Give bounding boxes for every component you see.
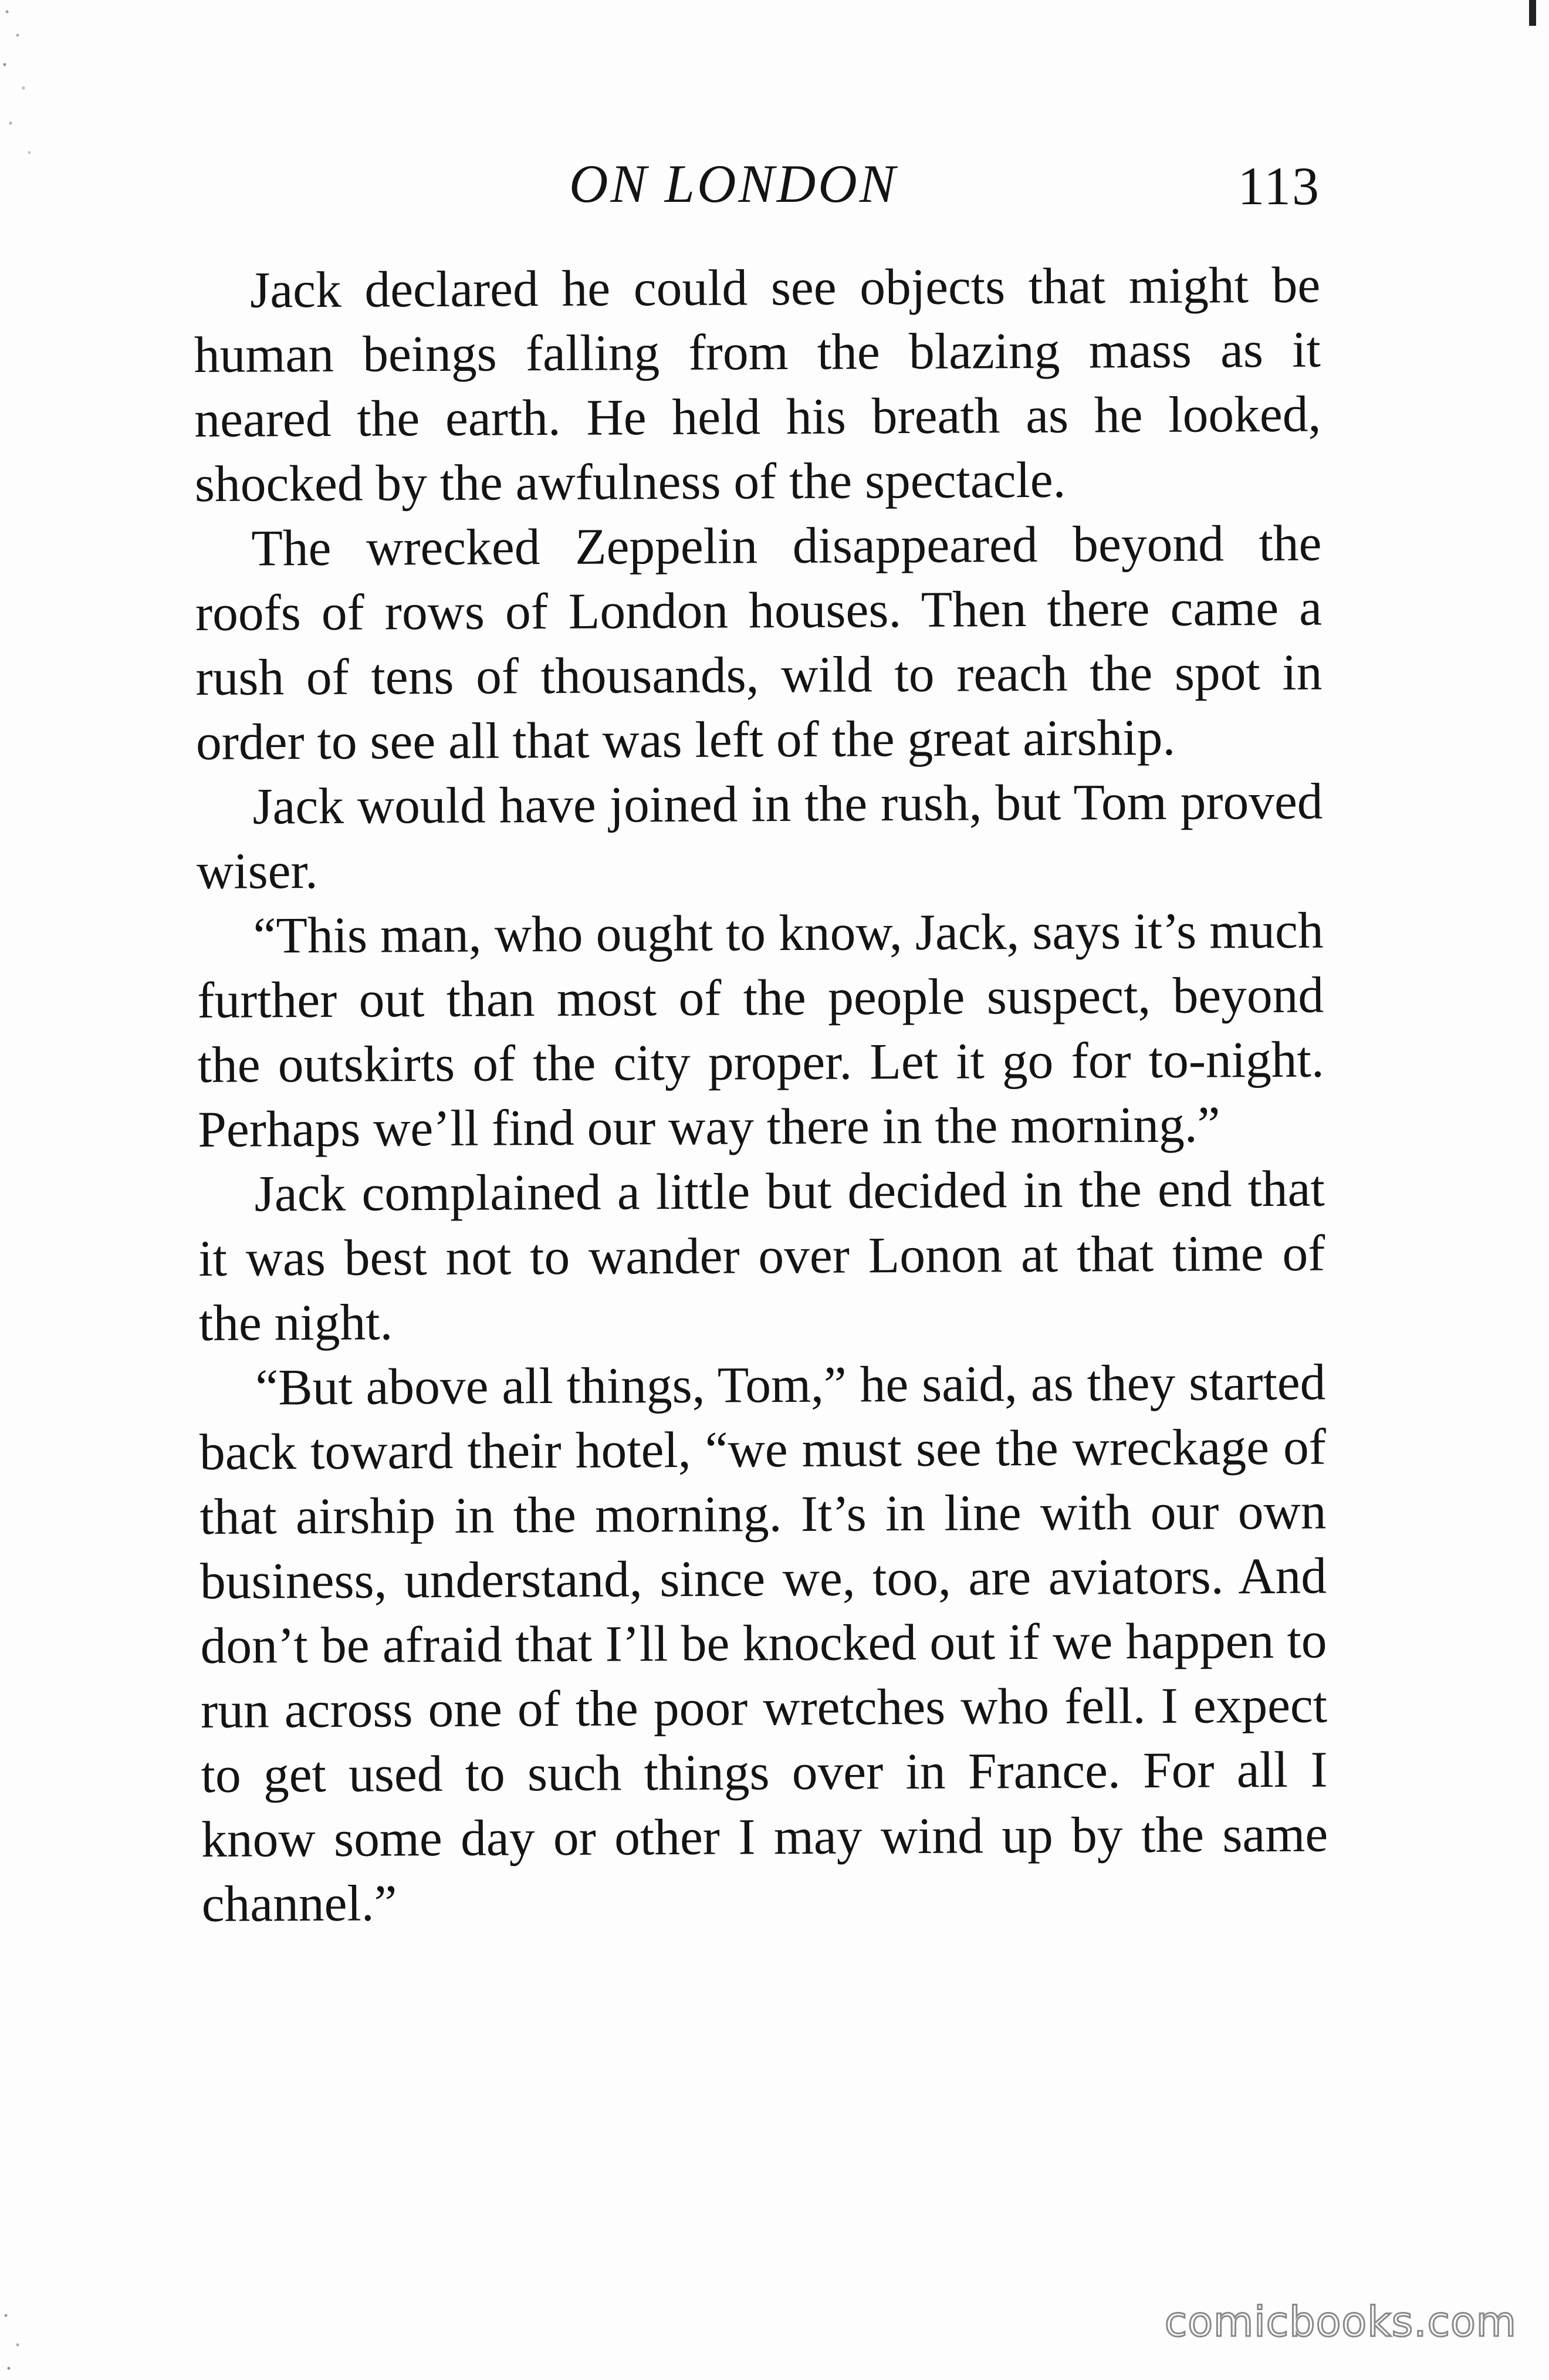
paragraph: Jack declared he could see objects that might be human beings falling from the blazing mass as it neared the earth. He held his breath as he looked, shocked by the awfulness of the spectacle. [194,256,1321,512]
body-text [194,253,1328,1936]
paragraph: The wrecked Zeppelin disappeared beyond the roofs of rows of London houses. Then there came a rush of tens of thousands, wild to reach the spot in order to see all that was left of the great airship. [195,514,1323,770]
paragraph: Jack complained a little but decided in the end that it was best not to wander over Lonon at that time of the night. [198,1159,1325,1351]
page-number: 113 [1237,156,1320,216]
scan-speckle-top [0,0,41,188]
running-head: ON LONDON [569,154,898,214]
paragraph: “But above all things, Tom,” he said, as they started back toward their hotel, “we must see the wreckage of that airship in the morning. It’s in line with our own business, understand, since we, too, are aviators. And don’t be afraid that I’ll be knocked out if we happen to run across one of the poor wretches who fell. I expect to get used to such things over in France. For all I know some day or other I may wind up by the same channel.” [199,1353,1328,1932]
watermark: comicbooks.com [1164,2298,1517,2346]
scan-edge-mark [1529,0,1536,26]
scan-speckle-bottom [0,2298,35,2380]
page-header [194,147,1320,223]
paragraph: Jack would have joined in the rush, but Tom proved wiser. [196,772,1323,900]
paragraph: “This man, who ought to know, Jack, says it’s much further out than most of the people suspect, beyond the outskirts of the city proper. Let it go for to-night. Perhaps we’ll find our way there in the morning.” [197,901,1324,1158]
